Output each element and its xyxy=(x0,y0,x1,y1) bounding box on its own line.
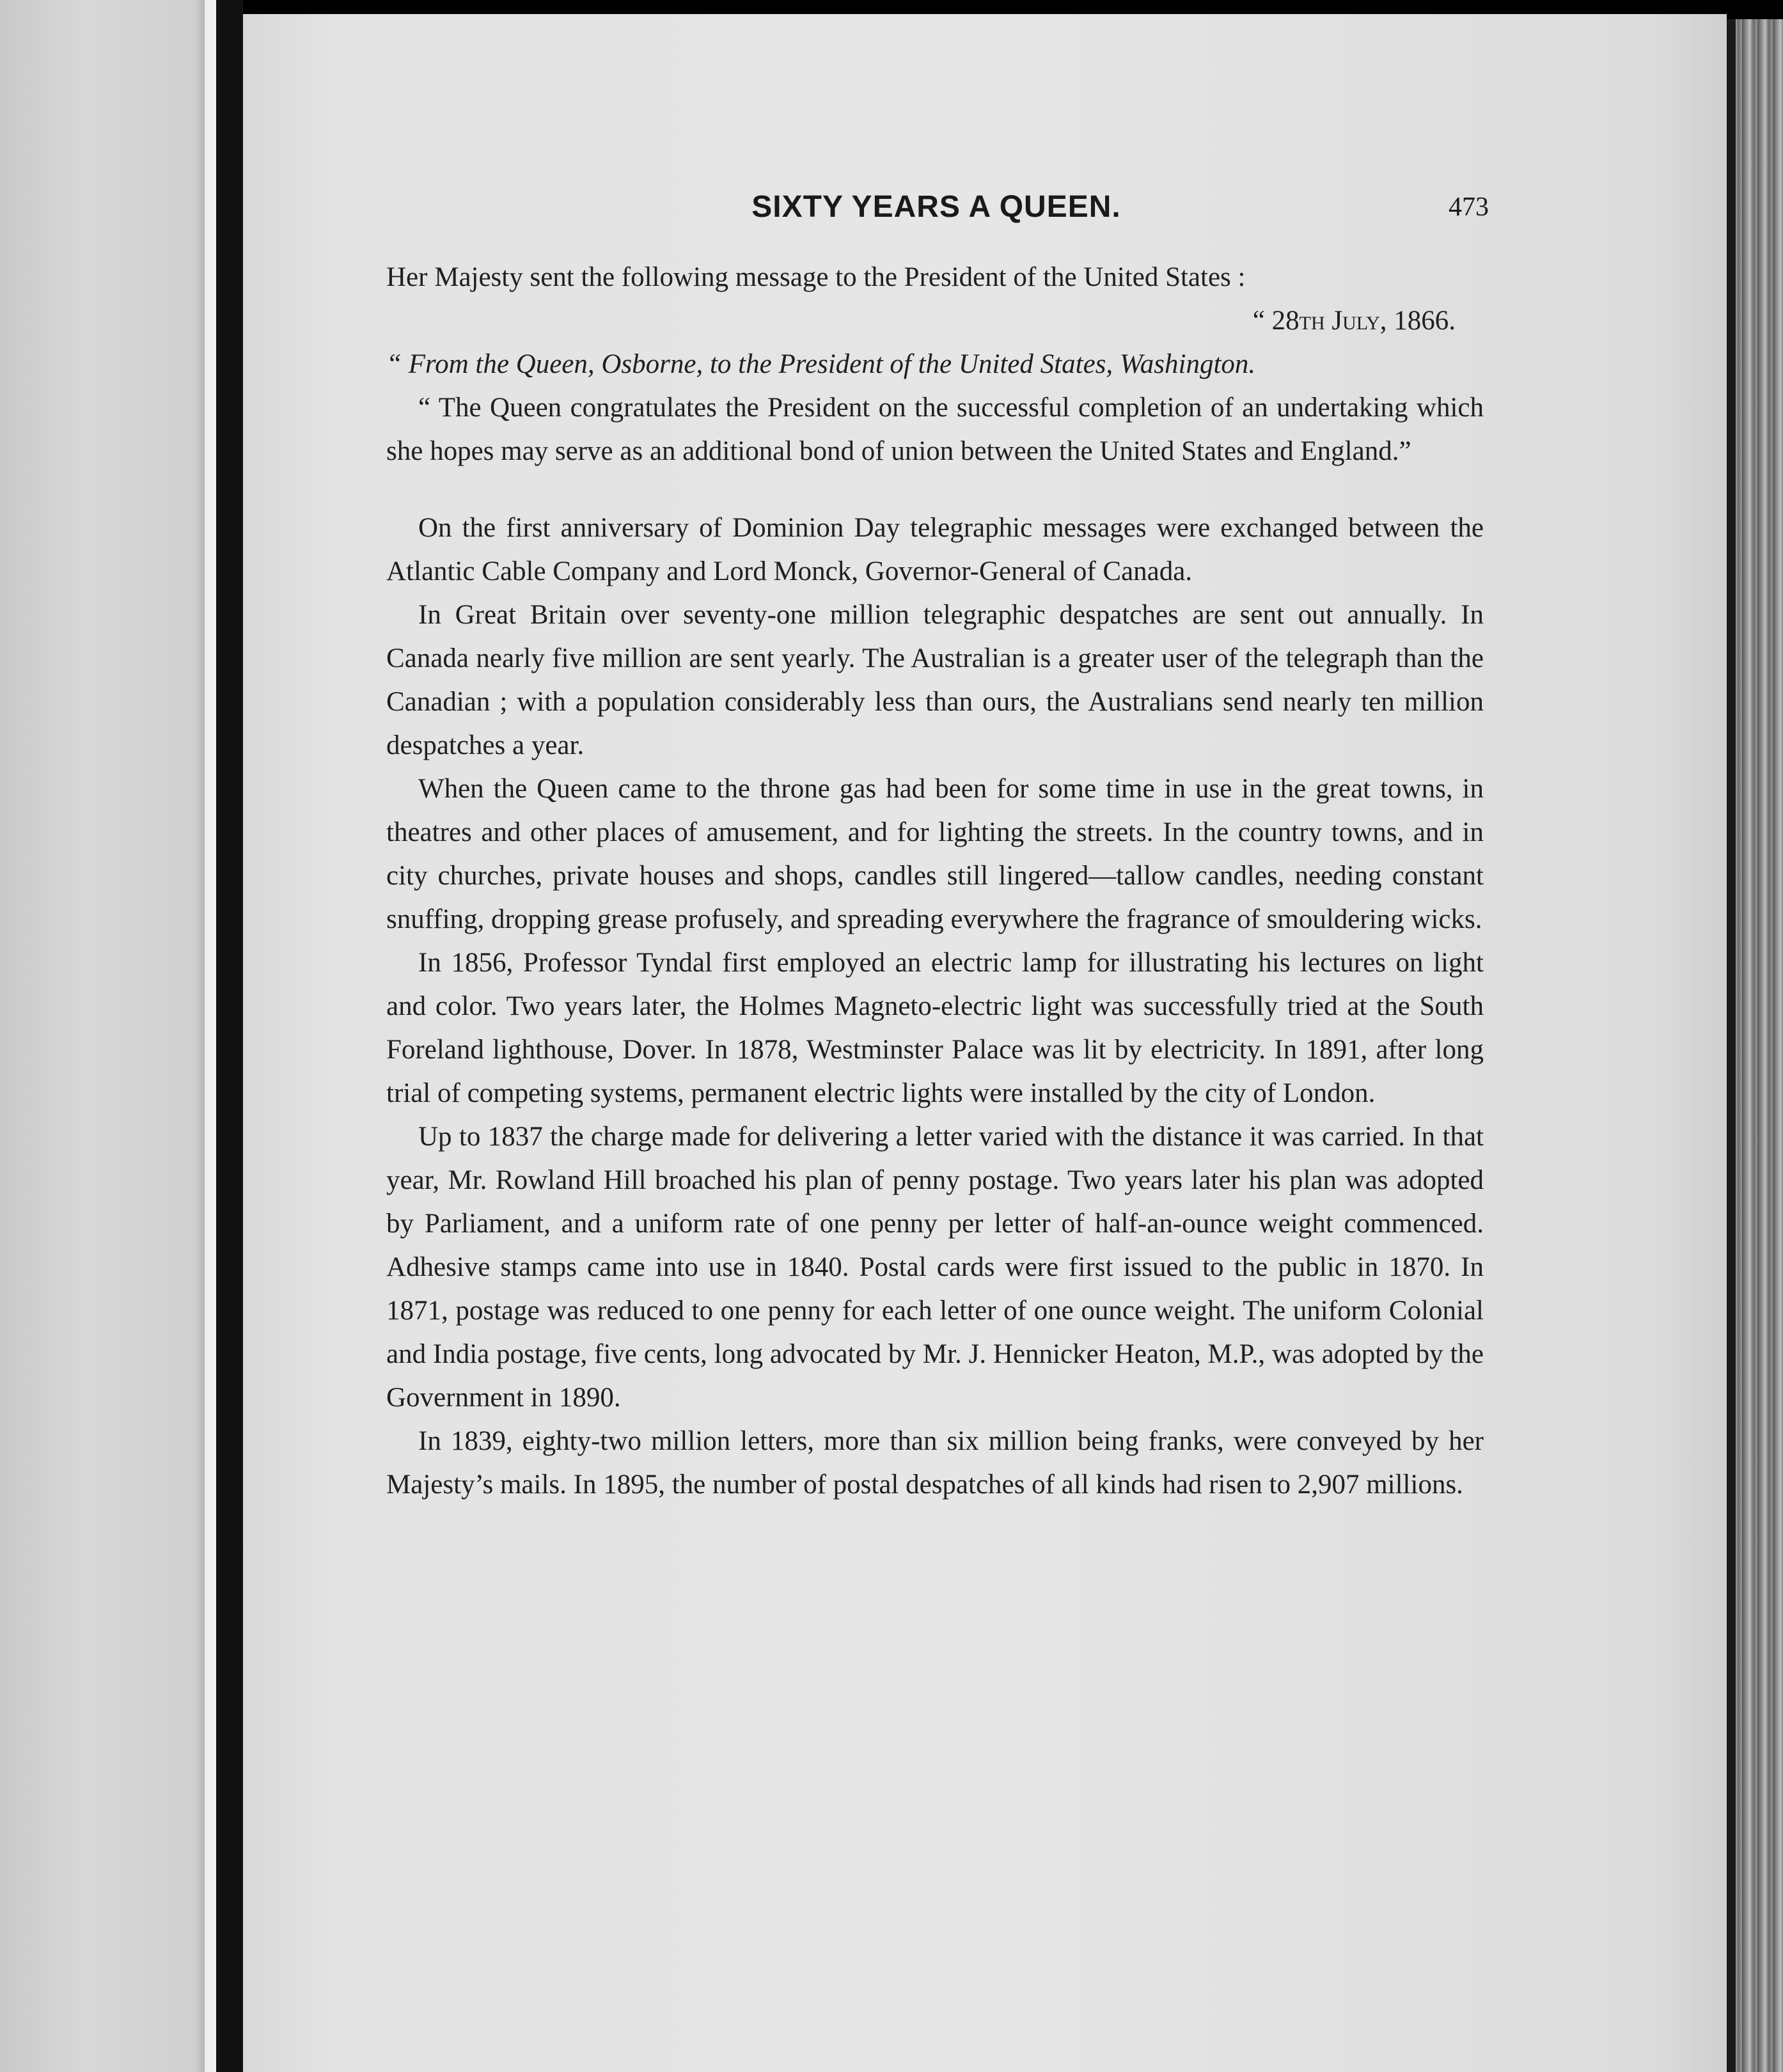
page-number: 473 xyxy=(1449,192,1489,222)
book-gutter xyxy=(216,0,243,2072)
page-header xyxy=(384,189,1489,238)
paragraph: In 1839, eighty-two million letters, more than six million being franks, were conveyed by her Majesty’s mails. In 1895, the number of postal despatches of all kinds had risen to 2,907 millions. xyxy=(386,1426,1484,1500)
page-edge-highlight xyxy=(205,0,216,2072)
paragraph: On the first anniversary of Dominion Day telegraphic messages were exchanged between the Atlantic Cable Company and Lord Monck, Governor-General of Canada. xyxy=(386,513,1484,586)
message-from: “ From the Queen, Osborne, to the President of the United States, Washington. xyxy=(386,349,1256,379)
page-edge-shadow xyxy=(1727,19,1736,2072)
running-head: SIXTY YEARS A QUEEN. xyxy=(751,190,1121,224)
previous-page-edge xyxy=(0,0,216,2072)
paragraph: In Great Britain over seventy-one million telegraphic despatches are sent out annually. In Canada nearly five million are sent yearly. The Australian is a greater user of the telegraph than the Canadian ; with a population considerably less than ours, the Australians send nearly ten million despatches a year. xyxy=(386,600,1484,760)
message-text: “ The Queen congratulates the President on the successful completion of an undertaking which she hopes may serve as an additional bond of union between the United States and England.” xyxy=(386,393,1484,466)
paragraph: When the Queen came to the throne gas had been for some time in use in the great towns, in theatres and other places of amusement, and for lighting the streets. In the country towns, and in city churches, private houses and shops, candles still lingered—tallow candles, needing constant snuffing, dropping grease profusely, and spreading everywhere the fragrance of smouldering wicks. xyxy=(386,774,1484,934)
stacked-page-edges xyxy=(1727,19,1783,2072)
page-body xyxy=(386,256,1484,1507)
section-spacer xyxy=(386,473,1484,506)
paragraph: In 1856, Professor Tyndal first employed an electric lamp for illustrating his lectures on light and color. Two years later, the Holmes Magneto-electric light was successfully tried at the South Foreland lighthouse, Dover. In 1878, Westminster Palace was lit by electricity. In 1891, after long trial of competing systems, permanent electric lights were installed by the city of London. xyxy=(386,948,1484,1108)
message-intro: Her Majesty sent the following message to the President of the United States : xyxy=(386,262,1246,292)
paragraph: Up to 1837 the charge made for delivering a letter varied with the distance it was carried. In that year, Mr. Rowland Hill broached his plan of penny postage. Two years later his plan was adopted by Parliament, and a uniform rate of one penny per letter of half-an-ounce weight commenced. Adhesive stamps came into use in 1840. Postal cards were first issued to the public in 1870. In 1871, postage was reduced to one penny for each letter of one ounce weight. The uniform Colonial and India postage, five cents, long advocated by Mr. J. Hennicker Heaton, M.P., was adopted by the Government in 1890. xyxy=(386,1122,1484,1413)
message-date: “ 28th July, 1866. xyxy=(1252,306,1456,336)
